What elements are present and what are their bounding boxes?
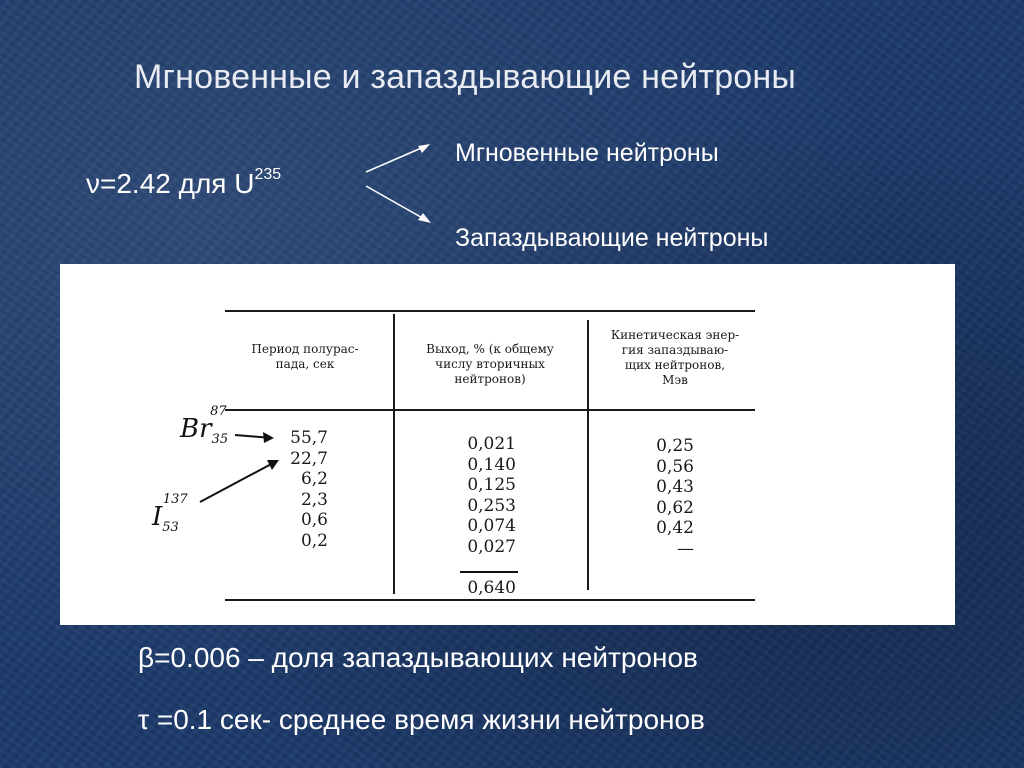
tau-symbol: τ [138,704,150,735]
branch-arrows [360,140,450,240]
yield-value: 0,021 [467,434,516,454]
delayed-neutrons-label: Запаздывающие нейтроны [455,224,769,252]
yield-value: 0,253 [467,495,516,516]
half-life-value: 6,2 [300,469,328,489]
yield-value: 0,027 [467,536,516,557]
yield-value: 0,125 [467,475,516,495]
tau-text: =0.1 сек- среднее время жизни нейтронов [149,704,705,735]
tau-formula [138,704,705,736]
half-life-value: 0,6 [300,510,328,530]
nu-formula [86,165,282,200]
half-life-value: 0,2 [300,530,328,551]
i-subscript: 53 [162,520,179,536]
yield-value: 0,074 [467,516,516,536]
br-label: Br [180,414,212,444]
nu-symbol: ν [86,168,100,199]
arrow-up-head [418,144,430,153]
nu-superscript: 235 [254,165,282,183]
header-half-life: Период полурас- пада, сек [251,342,359,371]
energy-value: 0,25 [656,436,694,456]
i-label: I [152,502,163,532]
i-superscript: 137 [162,492,188,508]
header-yield: Выход, % (к общему числу вторичных нейтронов) [426,342,554,386]
beta-symbol: β [138,642,155,673]
nu-text: =2.42 для U [100,168,255,199]
arrow-down-head [418,213,431,223]
half-life-value: 22,7 [290,448,328,469]
slide-title: Мгновенные и запаздывающие нейтроны [134,58,797,96]
half-life-value: 2,3 [300,489,328,510]
header-energy: Кинетическая энер- гия запаздываю- щих нейтронов, Мэв [610,328,740,387]
br-subscript: 35 [211,432,229,448]
scanned-table-image [60,264,955,625]
beta-text: =0.006 – доля запаздывающих нейтронов [154,642,698,673]
handwritten-arrows [60,264,955,625]
br-arrow-head [263,432,274,443]
half-life-value: 55,7 [290,428,328,448]
yield-total: 0,640 [467,578,516,598]
i-arrow [200,462,275,502]
beta-formula [138,642,698,674]
br-superscript: 87 [210,404,227,420]
prompt-neutrons-label: Мгновенные нейтроны [455,139,719,167]
arrow-down-line [366,186,426,220]
energy-value: 0,56 [656,456,694,477]
energy-value: — [677,538,694,559]
yield-value: 0,140 [467,454,516,475]
arrow-up-line [366,146,426,172]
energy-value: 0,62 [656,497,694,518]
energy-value: 0,42 [656,518,694,538]
energy-value: 0,43 [656,477,694,497]
